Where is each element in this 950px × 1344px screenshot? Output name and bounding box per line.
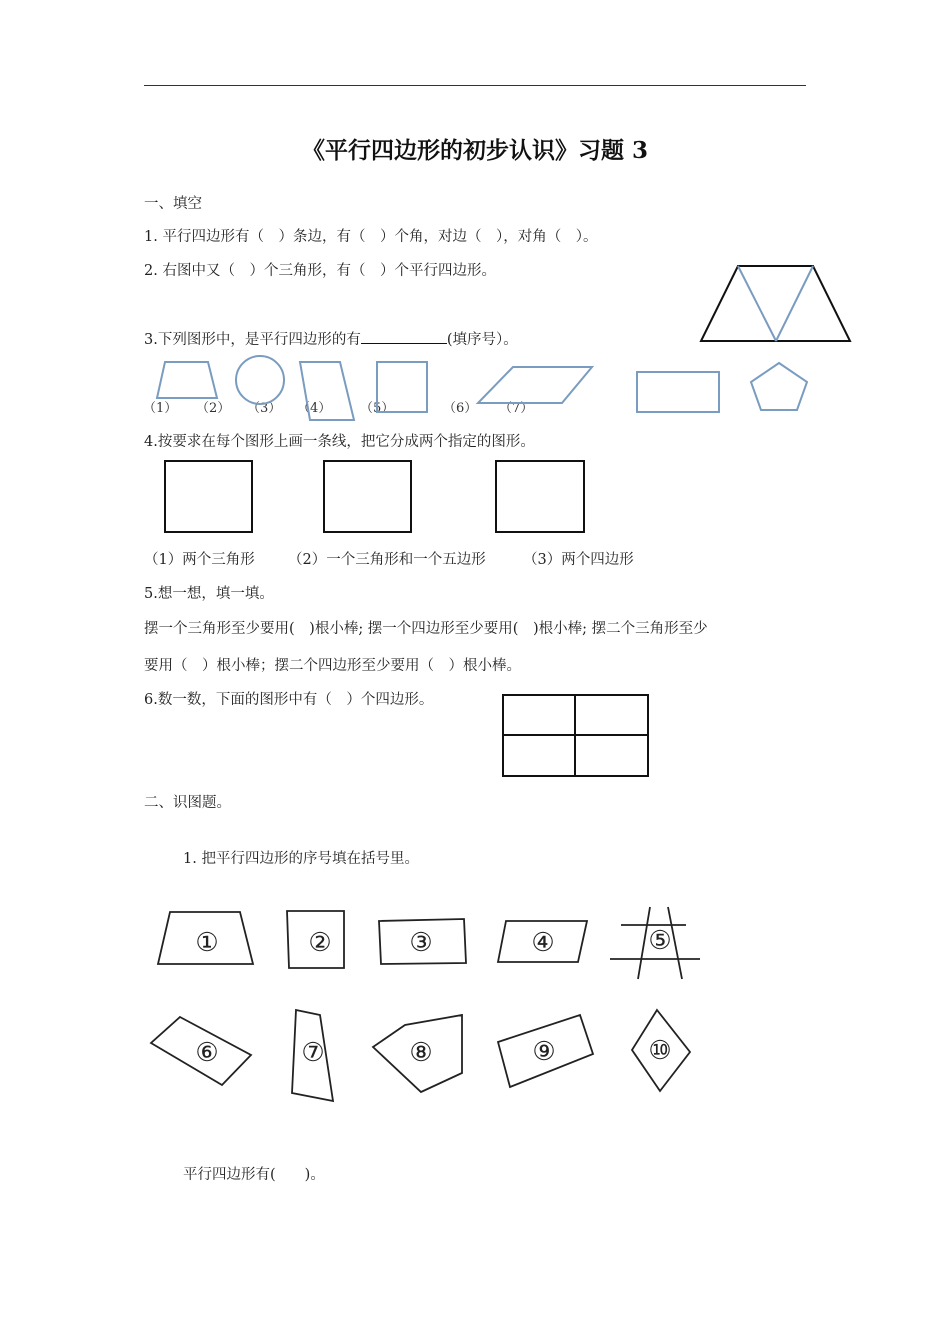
q4-caption-2: （2）一个三角形和一个五边形: [288, 552, 486, 568]
shape-8-number: ⑧: [409, 1038, 433, 1068]
question-1-6: 6.数一数，下面的图形中有（ ）个四边形。: [144, 692, 434, 708]
q4-square-2: [324, 461, 411, 532]
shape-label-7: （7）: [499, 401, 534, 416]
q6-grid: [503, 695, 648, 776]
shape-1-number: ①: [195, 928, 219, 958]
pentagon-shape: [751, 363, 807, 410]
shape-label-5: （5）: [360, 401, 395, 416]
question-1-5: 5.想一想，填一填。: [144, 586, 274, 602]
section2-numbers: [195, 926, 671, 1068]
quadrilateral-shape: [300, 362, 354, 420]
q3-shapes: [157, 356, 807, 420]
question-2-answer: 平行四边形有( )。: [183, 1167, 325, 1183]
q4-square-3: [496, 461, 584, 532]
shape-label-1: （1）: [143, 401, 178, 416]
shape-7-number: ⑦: [301, 1038, 325, 1068]
q4-squares: [165, 461, 584, 532]
square-shape: [377, 362, 427, 412]
shape-2-number: ②: [308, 928, 332, 958]
rectangle-shape: [637, 372, 719, 412]
question-1-2: 2. 右图中又（ ）个三角形，有（ ）个平行四边形。: [144, 263, 496, 279]
question-1-4: 4.按要求在每个图形上画一条线，把它分成两个指定的图形。: [144, 434, 535, 450]
trapezoid-shape: [157, 362, 217, 398]
shape-9-number: ⑨: [532, 1037, 556, 1067]
shape-6-number: ⑥: [195, 1038, 219, 1068]
shape-label-3: （3）: [247, 401, 282, 416]
shape-label-4: （4）: [297, 401, 332, 416]
circle-shape: [236, 356, 284, 404]
shape-10-number: ⑩: [648, 1036, 672, 1066]
q4-square-1: [165, 461, 252, 532]
question-1-1: 1. 平行四边形有（ ）条边，有（ ）个角，对边（ ），对角（ ）。: [144, 229, 598, 245]
shape-label-2: （2）: [196, 401, 231, 416]
page-title: 《平行四边形的初步认识》习题 3: [301, 137, 648, 164]
section1-heading: 一、填空: [144, 196, 202, 212]
trapezoid-figure: [701, 266, 850, 341]
q4-caption-3: （3）两个四边形: [523, 552, 634, 568]
shape-3-number: ③: [409, 928, 433, 958]
shape-5-number: ⑤: [648, 926, 672, 956]
section2-heading: 二、识图题。: [144, 795, 231, 811]
parallelogram-shape: [478, 367, 592, 403]
q4-caption-1: （1）两个三角形: [144, 552, 255, 568]
shape-label-6: （6）: [443, 401, 478, 416]
question-2-1: 1. 把平行四边形的序号填在括号里。: [183, 851, 419, 867]
question-1-3-suffix: (填序号）。: [446, 332, 518, 348]
question-1-5-line1: 摆一个三角形至少要用( )根小棒; 摆一个四边形至少要用( )根小棒; 摆二个三角形至少: [144, 621, 708, 637]
question-1-3-text: 3.下列图形中，是平行四边形的有: [144, 332, 361, 348]
shape-4-number: ④: [531, 928, 555, 958]
question-1-5-line2: 要用（ ）根小棒；摆二个四边形至少要用（ ）根小棒。: [144, 658, 521, 674]
